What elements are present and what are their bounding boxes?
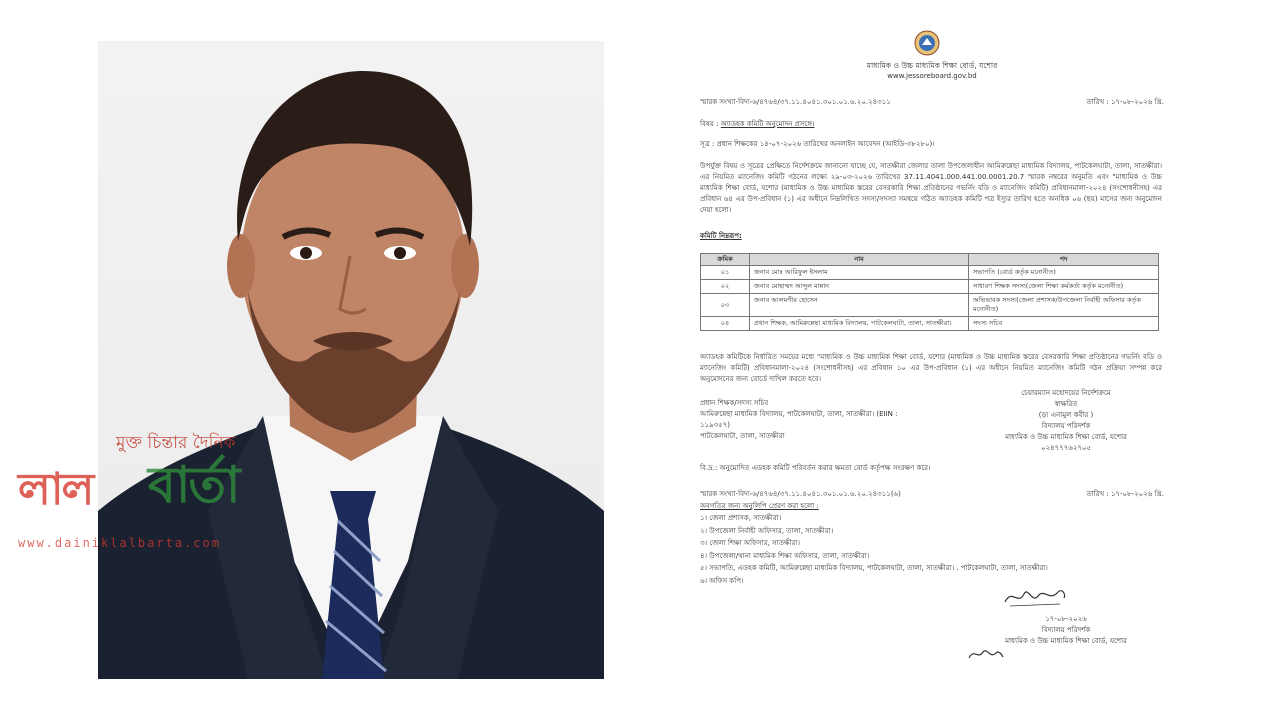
recipient-block xyxy=(700,398,910,442)
memo2-number: স্মারক সংখ্যা-বিদ্য-৬/৪৭৬৪/৩৭.১১.৪০৪১.৩০১.০১.৬.২০.২৪৩১১(৬) xyxy=(700,490,901,498)
recipient-line: প্রধান শিক্ষক/সদস্য সচিব xyxy=(700,399,769,407)
signature-icon xyxy=(1000,582,1070,612)
cell-position: সাধারণ শিক্ষক সদস্য(জেলা শিক্ষা কর্মকর্তা কর্তৃক মনোনীত) xyxy=(969,280,1159,294)
committee-table xyxy=(700,253,1159,331)
copy-list xyxy=(700,513,1048,588)
table-row xyxy=(701,317,1159,331)
column-header-position: পদ xyxy=(969,254,1159,266)
column-header-serial: ক্রমিক xyxy=(701,254,750,266)
signatory-line: মাধ্যমিক ও উচ্চ মাধ্যমিক শিক্ষা বোর্ড, যশোর xyxy=(1005,433,1127,441)
cell-name: জনাব মোহাম্মদ আব্দুল মান্নান xyxy=(750,280,969,294)
watermark-logo-left: লাল xyxy=(18,464,93,515)
cell-serial: ০৪ xyxy=(701,317,750,331)
board-website: www.jessoreboard.gov.bd xyxy=(887,72,977,80)
watermark-url: www.dainiklalbarta.com xyxy=(18,536,221,550)
cell-position: সদস্য সচিব xyxy=(969,317,1159,331)
recipient-line: ১১৯৩৫৭) xyxy=(700,421,731,429)
cell-position: অভিভাবক সদস্য(জেলা প্রশাসক/উপজেলা নির্বাহী অফিসার কর্তৃক মনোনীত) xyxy=(969,294,1159,317)
list-item: ৫। সভাপতি, এডহক কমিটি, আমিরুন্নেছা মাধ্যমিক বিদ্যালয়, পাটকেলঘাটা, তালা, সাতক্ষীরা। . পাটকেলঘাটা, তালা, সাতক্ষীরা। xyxy=(700,564,1048,572)
list-item: ৪। উপজেলা/থানা মাধ্যমিক শিক্ষা অফিসার, তালা, সাতক্ষীরা। xyxy=(700,551,870,560)
recipient-line: আমিরুন্নেছা মাধ্যমিক বিদ্যালয়, পাটকেলঘাটা, তালা, সাতক্ষীরা। (EIIN : xyxy=(700,410,898,418)
column-header-name: নাম xyxy=(750,254,969,266)
table-header-row xyxy=(701,254,1159,266)
cell-name: জনাব মোঃ আরিফুল ইসলাম xyxy=(750,266,969,280)
committee-heading: কমিটি নিম্নরূপ: xyxy=(700,232,742,240)
board-name: মাধ্যমিক ও উচ্চ মাধ্যমিক শিক্ষা বোর্ড, যশোর xyxy=(866,61,998,70)
portrait-photo xyxy=(98,41,604,679)
sign-date: ১৭-০৮-২০২৬ xyxy=(1045,615,1087,623)
signatory-line: (ড়্য এনামুল কবীর ) xyxy=(1038,411,1094,419)
memo-date: তারিখ : ১৭-০৮-২০২৬ খ্রি. xyxy=(1086,98,1164,106)
list-item: ৩। জেলা শিক্ষা অফিসার, সাতক্ষীরা। xyxy=(700,539,801,547)
cell-name: জনাব আলমগীর হোসেন xyxy=(750,294,969,317)
cell-serial: ০৩ xyxy=(701,294,750,317)
subject-line xyxy=(700,119,814,130)
cell-position: সভাপতি (বোর্ড কর্তৃক মনোনীত) xyxy=(969,266,1159,280)
list-item: ১। জেলা প্রশাসক, সাতক্ষীরা। xyxy=(700,514,782,522)
list-item: ৬। অফিস কপি। xyxy=(700,576,744,585)
signatory-line: ০২৪৭৭৭৬২৭০৫ xyxy=(1040,444,1092,452)
list-item: ২। উপজেলা নির্বাহী অফিসার, তালা, সাতক্ষীরা। xyxy=(700,526,834,535)
table-row xyxy=(701,266,1159,280)
subject-label: বিষয় : xyxy=(700,120,719,128)
closing-paragraph: অ্যাডহক কমিটিকে নির্ধারিত সময়ের মধ্যে "মাধ্যমিক ও উচ্চ মাধ্যমিক শিক্ষা বোর্ড, যশোর (মাধ্যমিক ও উচ্চ মাধ্যমিক স্তরের বেসরকারি শিক্ষা প্রতিষ্ঠানের গভর্নিং বডি ও ম্যানেজিং কমিটি) প্রবিধানমালা-২০২৪ (সংশোধনীসহ) এর প্রবিধান ১০ এর উপ-প্রবিধান (১) এর অধীনে নিয়মিত ম্যানেজিং কমিটি গঠন প্রক্রিয়া সম্পন্ন করে অনুমোদনের জন্য বোর্ডে দাখিল করতে হবে। xyxy=(700,353,1162,383)
table-row xyxy=(701,280,1159,294)
sign-office: মাধ্যমিক ও উচ্চ মাধ্যমিক শিক্ষা বোর্ড, যশোর xyxy=(1005,637,1127,645)
cell-serial: ০১ xyxy=(701,266,750,280)
body-paragraph: উপর্যুক্ত বিষয় ও সূত্রের প্রেক্ষিতে নির্দেশক্রমে জানানো যাচ্ছে যে, সাতক্ষীরা জেলার তালা উপজেলাধীন আমিরুন্নেছা মাধ্যমিক বিদ্যালয়, পাটকেলঘাটা, তালা, সাতক্ষীরা। এর নিয়মিত ম্যানেজিং কমিটি গঠনের লক্ষ্যে ২৯-০৩-২০২৬ তারিখের 37.11.4041.000.441.00.0001.20.7 স্মারক নম্বরের অনুমতি এবং "মাধ্যমিক ও উচ্চ মাধ্যমিক শিক্ষা বোর্ড, যশোর (মাধ্যমিক ও উচ্চ মাধ্যমিক স্তরের বেসরকারি শিক্ষা প্রতিষ্ঠানের গভর্নিং বডি ও ম্যানেজিং কমিটি) প্রবিধানমালা-২০২৪ (সংশোধনীসহ) এর প্রবিধান ৬৪ এর উপ-প্রবিধান (১) এর অধীনে নিম্নলিখিত সদস্য/সদস্যা সমন্বয়ে গঠিত অ্যাডহক কমিটি পত্র ইস্যুর তারিখ হতে অনধিক ০৬ (ছয়) মাসের জন্য অনুমোদন দেয়া হলো। xyxy=(700,162,1162,214)
memo-number: স্মারক সংখ্যা-বিদ্য-৬/৪৭৬৪/৩৭.১১.৪০৪১.৩০১.০১.৬.২০.২৪৩১১ xyxy=(700,98,891,106)
reference-line: সূত্র : প্রধান শিক্ষকের ১৪-০৭-২০২৬ তারিখের অনলাইন আবেদন (আইডি-৩৮২৮০)। xyxy=(700,140,935,148)
newspaper-watermark xyxy=(18,430,308,560)
initial-signature-icon xyxy=(966,644,1006,664)
watermark-logo-right: বার্তা xyxy=(148,456,239,514)
subject-text: অ্যাডহক কমিটি অনুমোদন প্রসঙ্গে। xyxy=(720,120,815,128)
signatory-line: বিদ্যালয় পরিদর্শক xyxy=(1041,422,1091,430)
signatory-line: স্বাক্ষরিত xyxy=(1054,400,1078,408)
signatory-line: চেয়ারম্যান মহোদয়ের নির্দেশক্রমে xyxy=(1021,389,1111,397)
note-line: বি.দ্র.: অনুমোদিত এডহক কমিটি পরিবর্তন করার ক্ষমতা বোর্ড কর্তৃপক্ষ সংরক্ষণ করে। xyxy=(700,464,931,472)
official-letter xyxy=(694,22,1170,672)
table-row xyxy=(701,294,1159,317)
sign-title: বিদ্যালয় পরিদর্শক xyxy=(1041,626,1091,634)
copy-heading: অবগতির জন্য অনুলিপি প্রেরণ করা হলো : xyxy=(700,502,819,510)
signatory-block xyxy=(966,388,1166,454)
cell-serial: ০২ xyxy=(701,280,750,294)
board-seal-icon xyxy=(914,30,940,56)
cell-name: প্রধান শিক্ষক, আমিরুন্নেছা মাধ্যমিক বিদ্যালয়, পাটকেলঘাটা, তালা, সাতক্ষীরা। xyxy=(750,317,969,331)
portrait-illustration xyxy=(98,41,604,679)
memo2-date: তারিখ : ১৭-০৮-২০২৬ খ্রি. xyxy=(1086,490,1164,498)
recipient-line: পাটকেলঘাটা, তালা, সাতক্ষীরা xyxy=(700,432,785,440)
signature-block xyxy=(966,614,1166,647)
watermark-tagline: মুক্ত চিন্তার দৈনিক xyxy=(116,433,236,453)
